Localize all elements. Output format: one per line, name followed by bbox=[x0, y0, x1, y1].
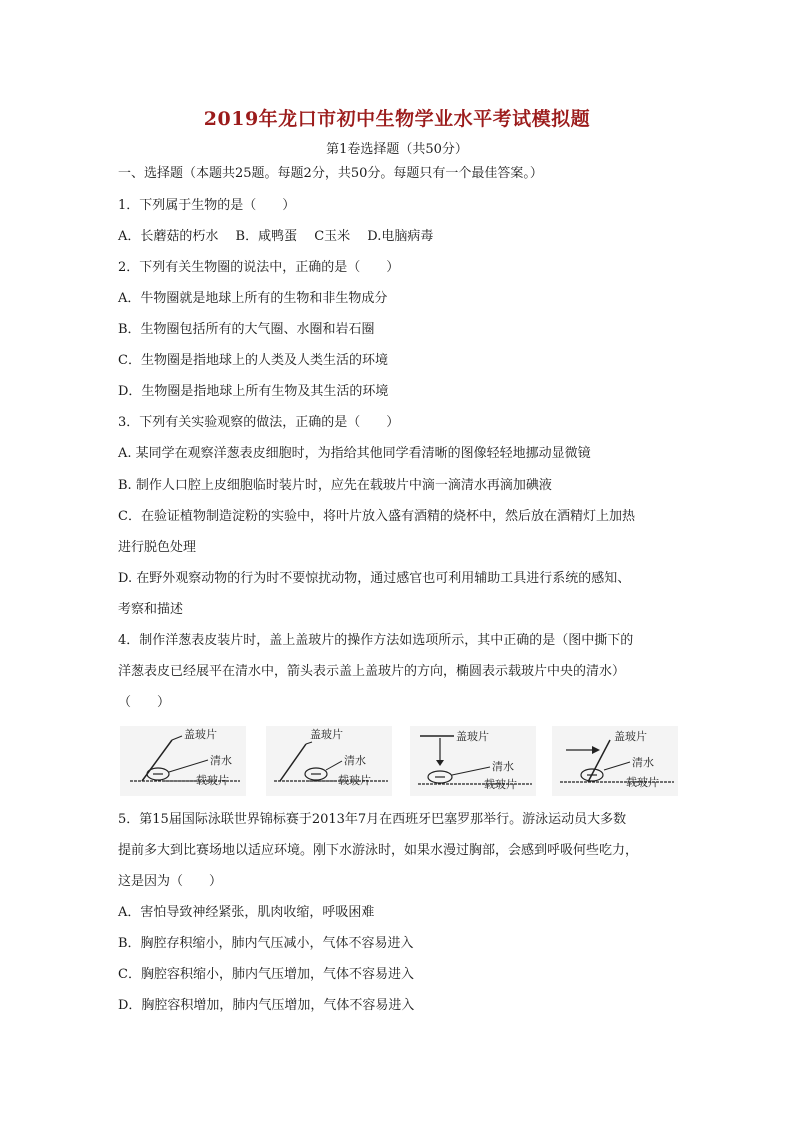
figure-c bbox=[410, 726, 536, 796]
svg-text:清水: 清水 bbox=[210, 754, 232, 767]
question-4-cont: 洋葱表皮已经展平在清水中，箭头表示盖上盖玻片的方向，椭圆表示载玻片中央的清水） bbox=[118, 664, 626, 679]
question-2-option-c: C．生物圈是指地球上的人类及人类生活的环境 bbox=[118, 353, 388, 368]
question-3-option-c: C．在验证植物制造淀粉的实验中，将叶片放入盛有酒精的烧杯中，然后放在酒精灯上加热 bbox=[118, 509, 635, 524]
svg-text:盖玻片: 盖玻片 bbox=[614, 730, 647, 743]
question-3: 3．下列有关实验观察的做法，正确的是（ ） bbox=[118, 415, 400, 430]
question-3-option-d-cont: 考察和描述 bbox=[118, 602, 184, 617]
svg-text:清水: 清水 bbox=[344, 754, 366, 767]
question-5-option-c: C．胸腔容积缩小，肺内气压增加，气体不容易进入 bbox=[118, 967, 414, 982]
section-subtitle: 第1卷选择题（共50分） bbox=[326, 142, 468, 157]
question-5-option-a: A．害怕导致神经紧张，肌肉收缩，呼吸困难 bbox=[118, 905, 375, 920]
question-4-answer-paren: （ ） bbox=[118, 695, 171, 710]
question-3-option-c-cont: 进行脱色处理 bbox=[118, 540, 197, 555]
exam-title: 2019年龙口市初中生物学业水平考试模拟题 bbox=[203, 108, 591, 130]
svg-text:盖玻片: 盖玻片 bbox=[310, 728, 343, 741]
svg-text:载玻片: 载玻片 bbox=[484, 778, 517, 791]
figure-b bbox=[266, 726, 392, 796]
svg-text:盖玻片: 盖玻片 bbox=[184, 728, 217, 741]
question-4: 4．制作洋葱表皮装片时，盖上盖玻片的操作方法如选项所示，其中正确的是（图中撕下的 bbox=[118, 633, 634, 648]
question-4-figures bbox=[120, 726, 680, 796]
question-3-option-b: B. 制作人口腔上皮细胞临时装片时，应先在载玻片中滴一滴清水再滴加碘液 bbox=[118, 478, 552, 493]
question-5-cont-2: 这是因为（ ） bbox=[118, 874, 223, 889]
question-2-option-b: B．生物圈包括所有的大气圈、水圈和岩石圈 bbox=[118, 322, 375, 337]
question-3-option-d: D. 在野外观察动物的行为时不要惊扰动物，通过感官也可利用辅助工具进行系统的感知、 bbox=[118, 571, 631, 586]
question-5-option-d: D．胸腔容积增加，肺内气压增加，气体不容易进入 bbox=[118, 998, 415, 1013]
svg-text:清水: 清水 bbox=[632, 756, 654, 769]
section-instructions: 一、选择题（本题共25题。每题2分，共50分。每题只有一个最佳答案。） bbox=[118, 166, 543, 181]
question-5-option-b: B．胸腔存积缩小，肺内气压减小，气体不容易进入 bbox=[118, 936, 414, 951]
question-2: 2．下列有关生物圈的说法中，正确的是（ ） bbox=[118, 260, 400, 275]
question-3-option-a: A. 某同学在观察洋葱表皮细胞时，为指给其他同学看清晰的图像轻轻地挪动显微镜 bbox=[118, 446, 591, 461]
question-1: 1．下列属于生物的是（ ） bbox=[118, 198, 296, 213]
figure-d bbox=[552, 726, 678, 796]
question-2-option-a: A．牛物圈就是地球上所有的生物和非生物成分 bbox=[118, 291, 388, 306]
svg-text:清水: 清水 bbox=[492, 760, 514, 773]
question-5: 5．第15届国际泳联世界锦标赛于2013年7月在西班牙巴塞罗那举行。游泳运动员大多数 bbox=[118, 812, 627, 827]
svg-text:载玻片: 载玻片 bbox=[626, 776, 659, 789]
question-1-options: A．长蘑菇的朽水 B．咸鸭蛋 C玉米 D.电脑病毒 bbox=[118, 229, 434, 244]
question-2-option-d: D．生物圈是指地球上所有生物及其生活的环境 bbox=[118, 384, 389, 399]
svg-text:载玻片: 载玻片 bbox=[196, 774, 229, 787]
figure-a bbox=[120, 726, 246, 796]
svg-text:盖玻片: 盖玻片 bbox=[456, 730, 489, 743]
question-5-cont-1: 提前多大到比赛场地以适应环境。刚下水游泳时，如果水漫过胸部，会感到呼吸何些吃力， bbox=[118, 843, 639, 858]
svg-text:载玻片: 载玻片 bbox=[338, 774, 371, 787]
